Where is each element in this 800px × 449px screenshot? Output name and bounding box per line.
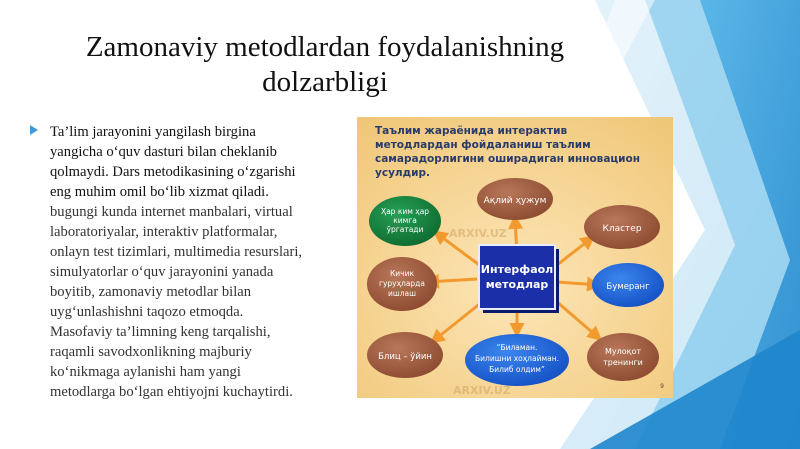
node-kichik-guruhlar bbox=[367, 257, 437, 311]
node-label: Блиц – ўйин bbox=[378, 352, 432, 362]
center-label: методлар bbox=[485, 278, 549, 291]
slide-title bbox=[40, 30, 610, 100]
body-line: onlayn test tizimlari, multimedia resurslari, bbox=[50, 244, 303, 260]
watermark-text: ARXIV.UZ bbox=[449, 227, 507, 240]
body-line: Ta’lim jarayonini yangilash birgina bbox=[50, 124, 256, 140]
body-line: bugungi kunda internet manbalari, virtual bbox=[50, 204, 293, 220]
body-line: boyitib, zamonaviy metodlar bilan bbox=[50, 284, 252, 300]
node-label: Билиб олдим” bbox=[489, 365, 545, 374]
body-line: simulyatorlar o‘quv jarayonini yanada bbox=[50, 264, 274, 280]
node-bumerang bbox=[592, 263, 664, 307]
center-box-shape bbox=[479, 245, 555, 309]
body-line: Masofaviy ta’limning keng tarqalishi, bbox=[50, 324, 271, 340]
node-label: Мулоқот bbox=[604, 347, 642, 356]
node-shape bbox=[587, 333, 659, 381]
heading-line-4: усулдир. bbox=[375, 167, 430, 179]
node-har-kim bbox=[369, 196, 441, 246]
node-label: “Биламан. bbox=[496, 343, 538, 352]
watermark-text: ARXIV.UZ bbox=[453, 384, 511, 397]
center-box bbox=[479, 245, 559, 313]
node-label: Ақлий ҳужум bbox=[483, 196, 547, 206]
node-label: Кичик bbox=[389, 269, 415, 278]
body-line: eng muhim omil bo‘lib xizmat qiladi. bbox=[50, 184, 269, 200]
heading-line-2: методлардан фойдаланиш таълим bbox=[375, 139, 591, 151]
node-bilaman bbox=[465, 334, 569, 386]
node-label: тренинги bbox=[603, 358, 643, 367]
node-label: Кластер bbox=[602, 224, 642, 234]
bullet-arrow-icon bbox=[30, 125, 38, 135]
center-label: Интерфаол bbox=[480, 263, 554, 276]
node-aqliy-hujum bbox=[477, 178, 553, 220]
node-label: Билишни хоҳлайман. bbox=[475, 354, 559, 363]
title-line-2: dolzarbligi bbox=[262, 66, 388, 98]
infographic-page-number: 9 bbox=[660, 383, 664, 390]
body-paragraph bbox=[50, 122, 350, 402]
body-line: ko‘nikmaga aylanishi ham yangi bbox=[50, 364, 241, 380]
node-label: Ҳар ким ҳар bbox=[380, 207, 430, 216]
heading-line-3: самарадорлигини оширадиган инновацион bbox=[375, 153, 641, 165]
node-label: Бумеранг bbox=[606, 282, 650, 292]
body-line: metodlarga bo‘lgan ehtiyojni kuchaytirdi. bbox=[50, 384, 293, 400]
body-line: yangicha o‘quv dasturi bilan cheklanib bbox=[50, 144, 277, 160]
node-label: ишлаш bbox=[388, 289, 416, 298]
node-label: ўргатади bbox=[386, 225, 424, 234]
body-line: raqamli savodxonlikning majburiy bbox=[50, 344, 252, 360]
heading-line-1: Таълим жараёнида интерактив bbox=[375, 125, 568, 137]
body-line: qolmaydi. Dars metodikasining o‘zgarishi bbox=[50, 164, 296, 180]
body-line: laboratoriyalar, interaktiv platformalar, bbox=[50, 224, 278, 240]
node-label: кимга bbox=[393, 216, 417, 225]
node-blits bbox=[367, 332, 443, 378]
node-label: гуруҳларда bbox=[379, 279, 425, 288]
body-line: uyg‘unlashishni taqozo etmoqda. bbox=[50, 304, 244, 320]
interactive-methods-infographic bbox=[357, 117, 673, 398]
node-klaster bbox=[584, 205, 660, 249]
title-line-1: Zamonaviy metodlardan foydalanishning bbox=[85, 31, 565, 63]
node-muloqot bbox=[587, 333, 659, 381]
